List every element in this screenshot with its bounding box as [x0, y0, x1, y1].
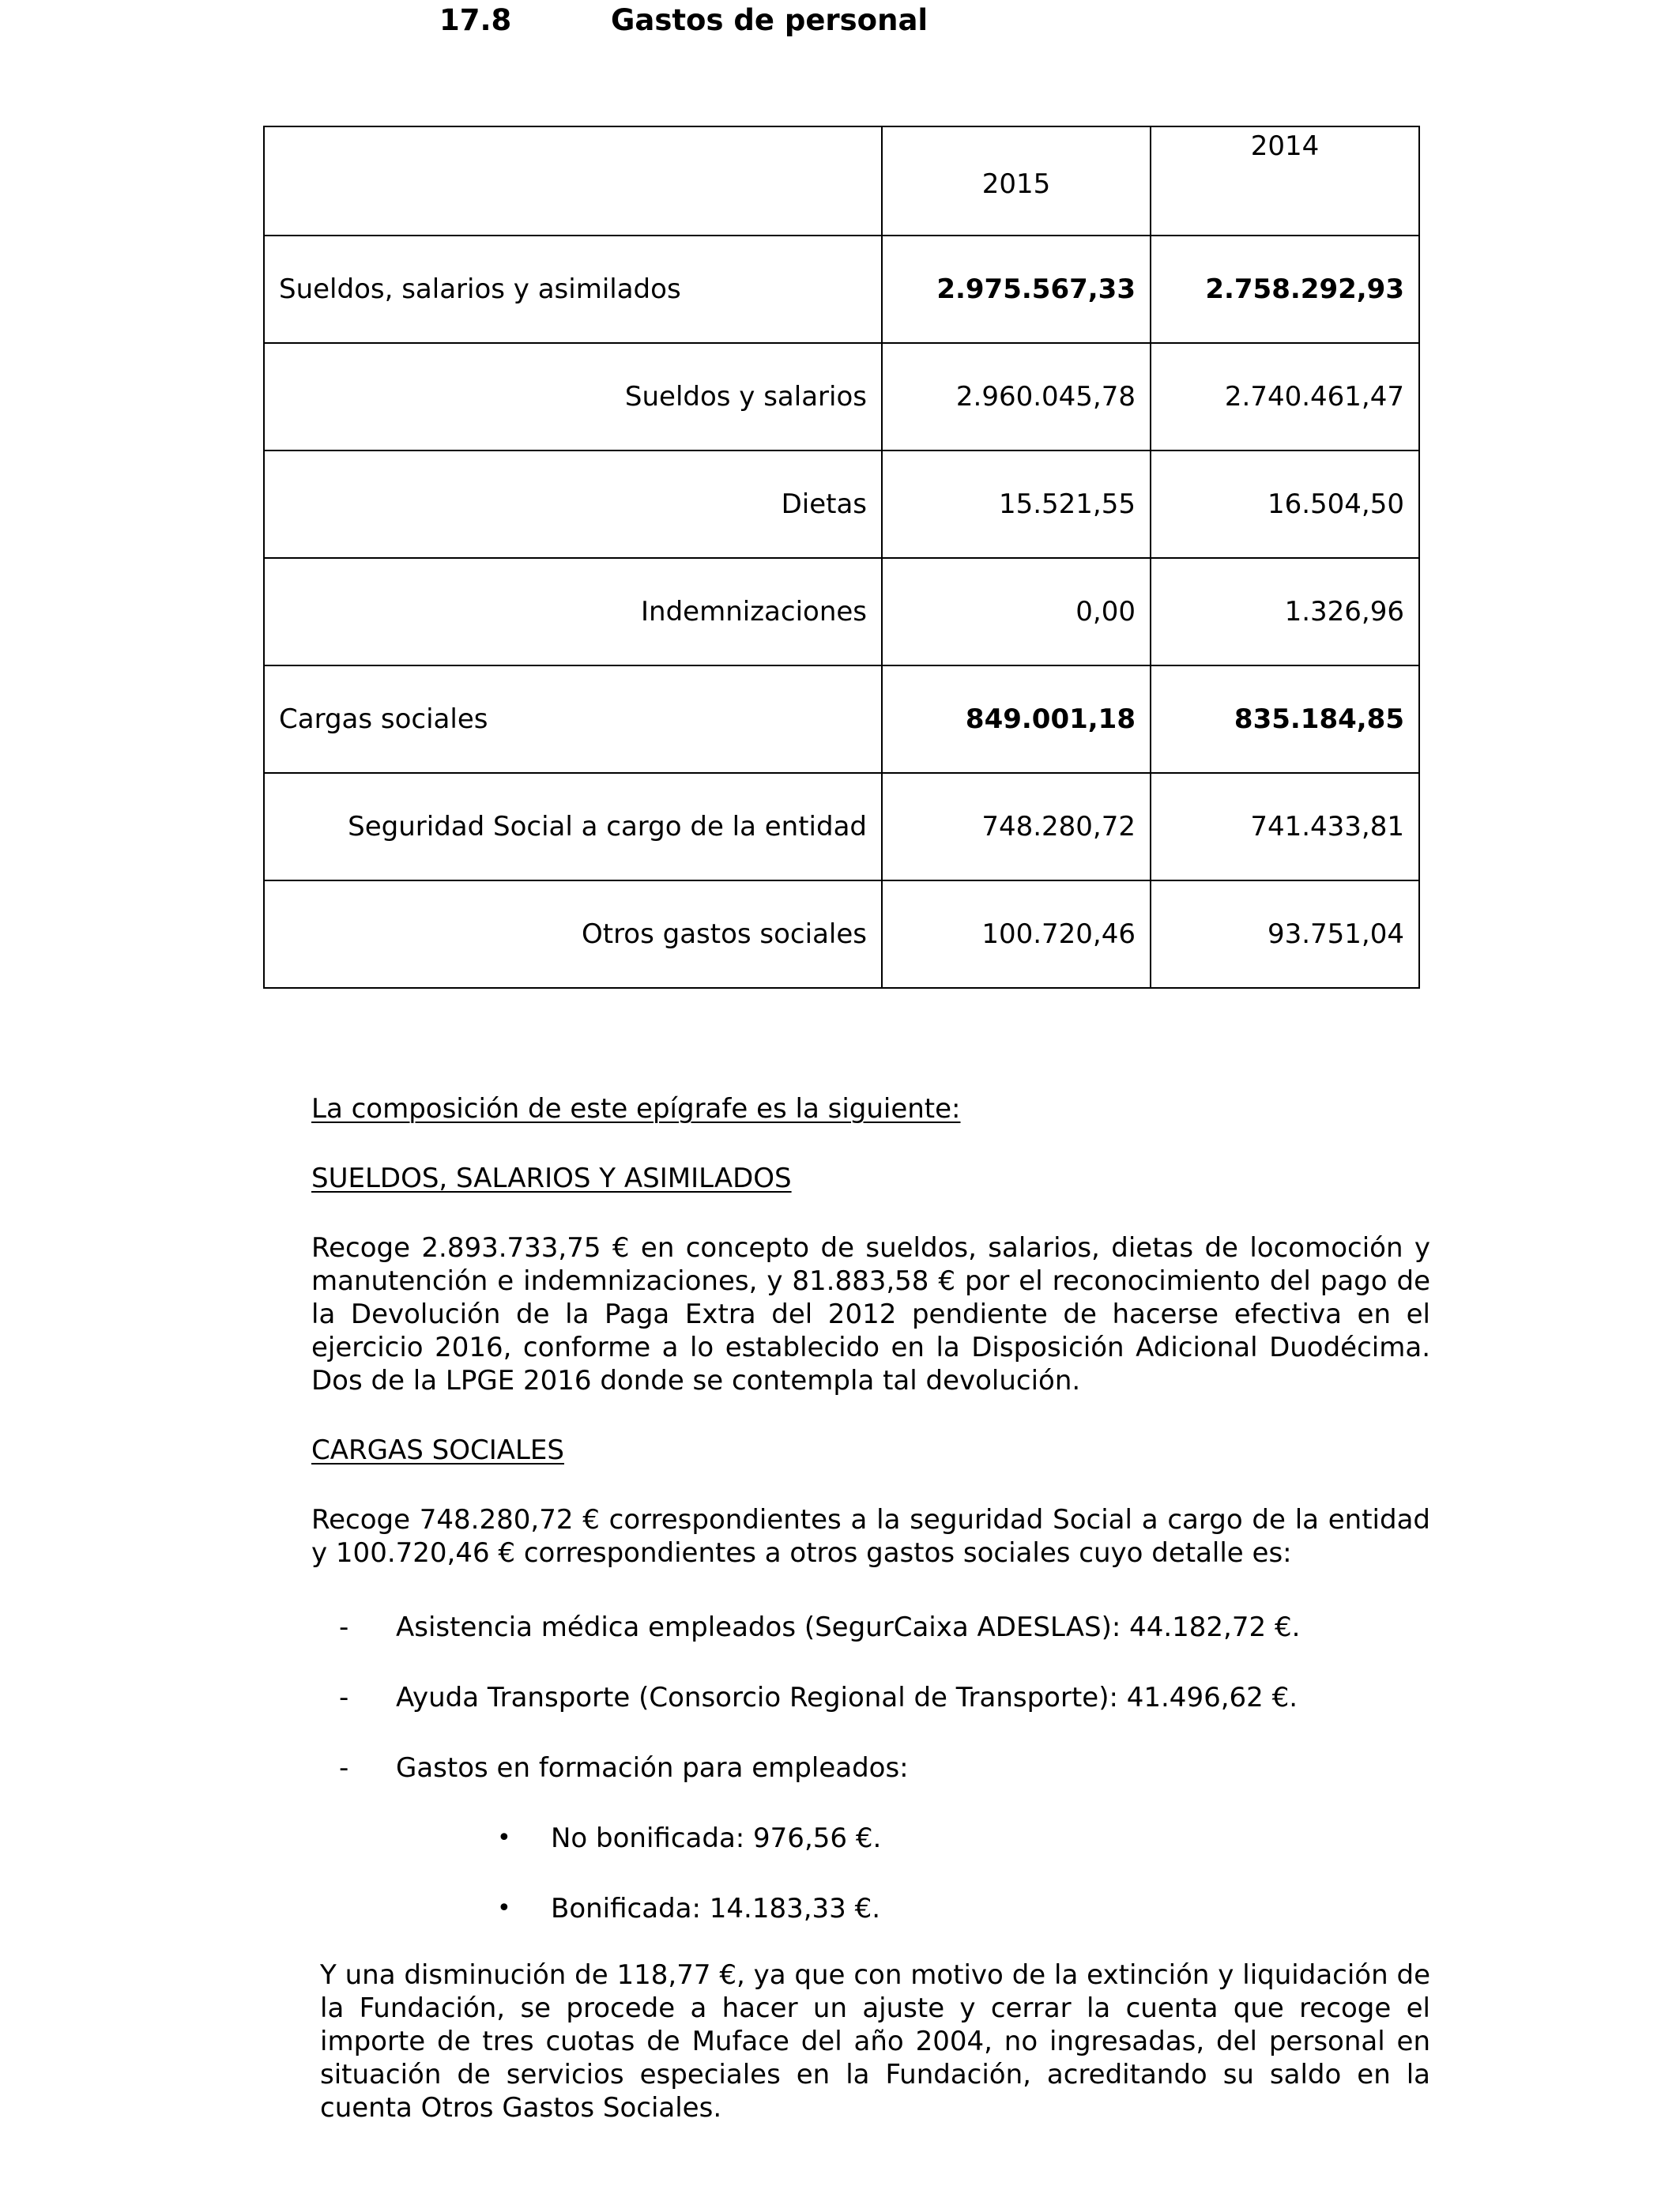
section-number: 17.8: [439, 3, 512, 37]
value-2014: 835.184,85: [1151, 665, 1419, 773]
paragraph-line: Recoge 2.893.733,75 € en concepto de sueldos, salarios, dietas de locomoción y: [311, 1232, 1430, 1264]
year-2014-header: 2014: [1151, 126, 1419, 236]
paragraph-line: Dos de la LPGE 2016 donde se contempla tal devolución.: [311, 1365, 1081, 1397]
bullet-marker: •: [497, 1894, 511, 1922]
sueldos-paragraph: [311, 1231, 1430, 1397]
table-header-row: [264, 126, 1419, 236]
value-2015: 2.975.567,33: [882, 236, 1151, 343]
cargas-paragraph: [311, 1503, 1430, 1570]
value-2014: 2.740.461,47: [1151, 343, 1419, 450]
value-2015: 0,00: [882, 558, 1151, 665]
table-row: [264, 558, 1419, 665]
paragraph-line: la Devolución de la Paga Extra del 2012 pendiente de hacerse efectiva en el: [311, 1299, 1430, 1330]
bullet-marker: •: [497, 1824, 511, 1852]
paragraph-line: Recoge 748.280,72 € correspondientes a la seguridad Social a cargo de la entidad: [311, 1504, 1430, 1536]
table-row: [264, 450, 1419, 558]
dash-marker: -: [339, 1682, 349, 1713]
table-row: [264, 665, 1419, 773]
section-title: Gastos de personal: [611, 3, 929, 37]
paragraph-line: situación de servicios especiales en la Fundación, acreditando su saldo en la: [320, 2059, 1430, 2090]
value-2014: 741.433,81: [1151, 773, 1419, 880]
table-row: [264, 773, 1419, 880]
cargas-heading: CARGAS SOCIALES: [311, 1434, 564, 1466]
value-2014: 2.758.292,93: [1151, 236, 1419, 343]
value-2014: 93.751,04: [1151, 880, 1419, 988]
paragraph-line: y 100.720,46 € correspondientes a otros gastos sociales cuyo detalle es:: [311, 1537, 1292, 1569]
value-2014: 1.326,96: [1151, 558, 1419, 665]
list-item: Asistencia médica empleados (SegurCaixa ADESLAS): 44.182,72 €.: [396, 1612, 1301, 1643]
value-2015: 2.960.045,78: [882, 343, 1151, 450]
dash-marker: -: [339, 1612, 349, 1643]
composition-intro: La composición de este epígrafe es la siguiente:: [311, 1093, 961, 1125]
table-row: [264, 343, 1419, 450]
table-row: [264, 880, 1419, 988]
paragraph-line: Y una disminución de 118,77 €, ya que con motivo de la extinción y liquidación de: [320, 1959, 1430, 1991]
paragraph-line: la Fundación, se procede a hacer un ajuste y cerrar la cuenta que recoge el: [320, 1992, 1430, 2024]
row-label: Dietas: [264, 450, 882, 558]
sueldos-heading: SUELDOS, SALARIOS Y ASIMILADOS: [311, 1163, 792, 1194]
value-2015: 100.720,46: [882, 880, 1151, 988]
row-label: Otros gastos sociales: [264, 880, 882, 988]
row-label: Sueldos y salarios: [264, 343, 882, 450]
paragraph-line: cuenta Otros Gastos Sociales.: [320, 2092, 722, 2124]
row-label: Sueldos, salarios y asimilados: [264, 236, 882, 343]
sub-list-item: Bonificada: 14.183,33 €.: [551, 1893, 881, 1924]
row-label: Seguridad Social a cargo de la entidad: [264, 773, 882, 880]
list-item: Ayuda Transporte (Consorcio Regional de Transporte): 41.496,62 €.: [396, 1682, 1298, 1713]
row-label: Indemnizaciones: [264, 558, 882, 665]
table-row: [264, 236, 1419, 343]
value-2014: 16.504,50: [1151, 450, 1419, 558]
value-2015: 15.521,55: [882, 450, 1151, 558]
paragraph-line: ejercicio 2016, conforme a lo establecido en la Disposición Adicional Duodécima.: [311, 1332, 1430, 1363]
value-2015: 849.001,18: [882, 665, 1151, 773]
paragraph-line: importe de tres cuotas de Muface del año 2004, no ingresadas, del personal en: [320, 2026, 1430, 2057]
paragraph-line: manutención e indemnizaciones, y 81.883,58 € por el reconocimiento del pago de: [311, 1265, 1430, 1297]
header-empty-cell: [264, 126, 882, 236]
list-item: Gastos en formación para empleados:: [396, 1752, 909, 1784]
year-2015-header: 2015: [882, 126, 1151, 236]
value-2015: 748.280,72: [882, 773, 1151, 880]
row-label: Cargas sociales: [264, 665, 882, 773]
dash-marker: -: [339, 1752, 349, 1784]
closing-paragraph: [320, 1958, 1430, 2124]
sub-list-item: No bonificada: 976,56 €.: [551, 1823, 882, 1854]
personnel-expenses-table: [263, 126, 1420, 989]
